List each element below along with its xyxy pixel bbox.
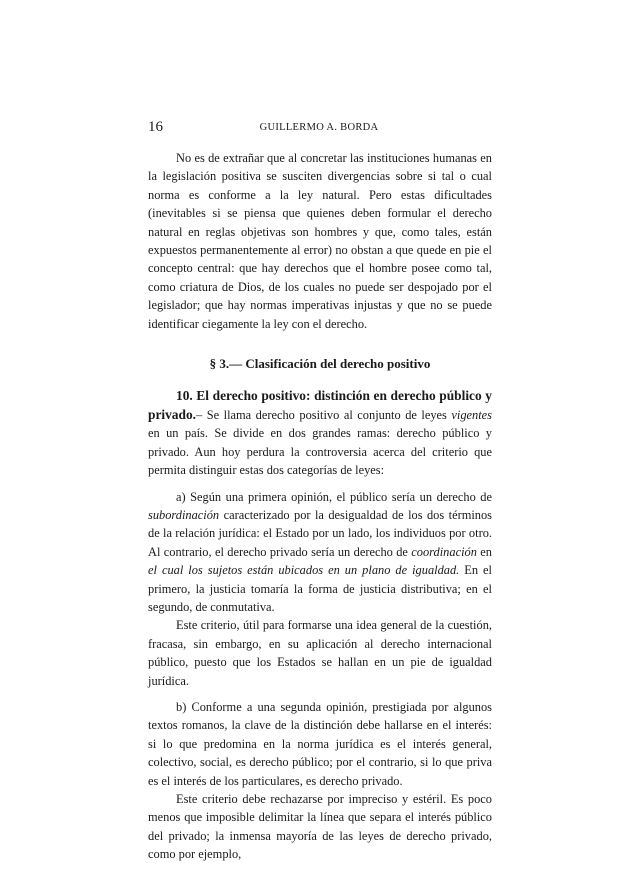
page-number: 16 <box>148 119 163 135</box>
opinion-a-italic-coordinacion: coordinación <box>411 544 477 559</box>
opinion-a-italic-subordinacion: subordinación <box>148 507 220 522</box>
paragraph-critique-a: Este criterio, útil para formarse una idea general de la cuestión, fracasa, sin embargo, en su aplicación al derecho internacional público, puesto que los Estados se hallan en un pie de igualdad jurídica. <box>148 618 492 688</box>
section-title: § 3.— Clasificación del derecho positivo <box>209 356 431 372</box>
page-body <box>148 149 492 864</box>
paragraph-natural-law: No es de extrañar que al concretar las instituciones humanas en la legislación positiva se susciten divergencias sobre si tal o cual norma es conforme a la ley natural. Pero estas dificultades (inevitables si se piensa que quienes deben formular el derecho natural en reglas objetivas son hombres y que, como tales, están expuestos permanentemente al error) no obstan a que quede en pie el concepto central: que hay derechos que el hombre posee como tal, como criatura de Dios, de los cuales no puede ser despojado por el legislador; que hay normas imperativas injustas y que no se puede identificar ciegamente la ley con el derecho. <box>148 151 492 331</box>
page-header <box>148 119 490 139</box>
opinion-a-italic-igualdad: el cual los sujetos están ubicados en un plano de igualdad. <box>148 563 460 578</box>
section-10-text-c: en un país. Se divide en dos grandes ramas: derecho público y privado. Aun hoy perdura la controversia acerca del criterio que permita distinguir estas dos categorías de leyes: <box>148 426 492 478</box>
section-10-heading: 10. El derecho positivo: distinción en derecho público y privado. <box>148 388 492 422</box>
paragraph-opinion-b: b) Conforme a una segunda opinión, prestigiada por algunos textos romanos, la clave de la distinción debe hallarse en el interés: si lo que predomina en la norma jurídica es el interés general, colectivo, social, es derecho público; por el contrario, si lo que priva es el interés de los particulares, es derecho privado. <box>148 699 492 788</box>
opinion-a-text-2: caracterizado por la desigualdad de los dos términos de la relación jurídica: el Estado por un lado, los individuos por otro. Al contrario, el derecho privado sería un derecho de <box>148 507 492 559</box>
paragraph-critique-b: Este criterio debe rechazarse por impreciso y estéril. Es poco menos que imposible delimitar la línea que separa el interés público del privado; la inmensa mayoría de las leyes de derecho privado, como por ejemplo, <box>148 792 492 862</box>
opinion-a-text-3: en <box>476 544 492 559</box>
paragraph-opinion-a <box>148 488 492 617</box>
paragraph-section-10 <box>148 387 492 479</box>
section-10-text-a: – Se llama derecho positivo al conjunto de leyes <box>196 407 452 422</box>
opinion-a-text-4: En el primero, la justicia tomaría la forma de justicia distributiva; en el segundo, de conmutativa. <box>148 563 493 614</box>
section-10-italic-vigentes: vigentes <box>451 407 492 422</box>
running-head: GUILLERMO A. BORDA <box>259 122 379 133</box>
opinion-a-text-1: a) Según una primera opinión, el público sería un derecho de <box>176 489 492 504</box>
